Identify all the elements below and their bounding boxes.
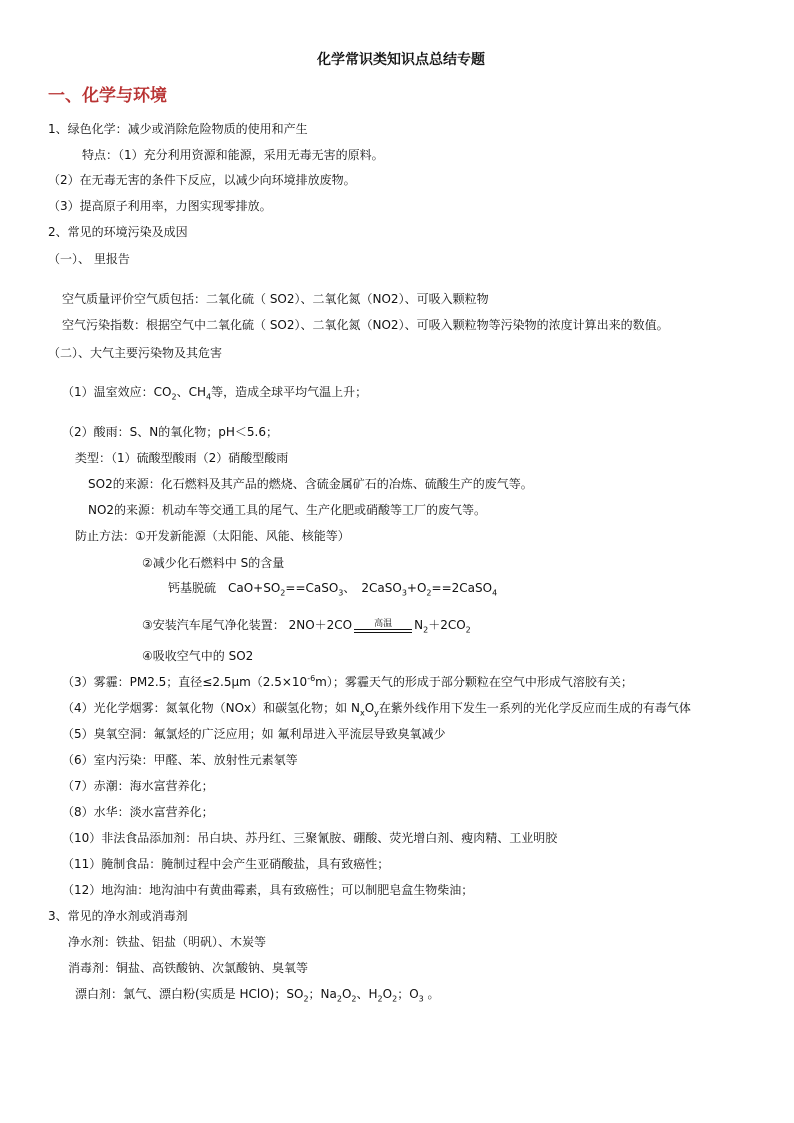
text-line: NO2的来源：机动车等交通工具的尾气、生产化肥或硝酸等工厂的废气等。 (88, 503, 487, 517)
text-line: ②减少化石燃料中 S的含量 (142, 556, 285, 570)
text-line: （5）臭氧空洞：氟氯烃的广泛应用；如 氟利昂进入平流层导致臭氧减少 (62, 727, 446, 741)
text-line: 空气污染指数：根据空气中二氧化硫（ SO2）、二氧化氮（NO2）、可吸入颗粒物等污染物的浓度计算出来的数值。 (62, 318, 669, 332)
section-heading: 一、化学与环境 (48, 86, 167, 106)
equation-line: 钙基脱硫 $CaO+SO_2==CaSO_3$、 $2CaSO_3+O_2==2CaSO_4$ (168, 581, 498, 598)
subheading: （一）、 里报告 (48, 252, 130, 266)
text-line: 特点：（1）充分利用资源和能源，采用无毒无害的原料。 (82, 148, 384, 162)
text-line: （2）在无毒无害的条件下反应，以减少向环境排放废物。 (48, 173, 356, 187)
text-line: 净水剂：铁盐、铝盐（明矾）、木炭等 (68, 935, 267, 949)
text-line: 类型：（1）硫酸型酸雨（2）硝酸型酸雨 (75, 451, 289, 465)
text-line: （2）酸雨：S、N的氧化物；pH＜5.6； (62, 425, 278, 439)
text-line: （7）赤潮：海水富营养化； (62, 779, 214, 793)
text-line: 1、绿色化学：减少或消除危险物质的使用和产生 (48, 122, 308, 136)
text-line: 2、常见的环境污染及成因 (48, 225, 188, 239)
text-line: 消毒剂：铜盐、高铁酸钠、次氯酸钠、臭氧等 (68, 961, 309, 975)
text-line: 3、常见的净水剂或消毒剂 (48, 909, 188, 923)
text-line: （3）提高原子利用率，力图实现零排放。 (48, 199, 272, 213)
subheading: （二）、大气主要污染物及其危害 (48, 346, 223, 360)
text-line: （4）光化学烟雾：氮氧化物（NOx）和碳氢化物；如 $N_xO_y$在紫外线作用下发生一系列的光化学反应而生成的有毒气体 (62, 701, 691, 718)
text-line: （8）水华：淡水富营养化； (62, 805, 214, 819)
text-line: 漂白剂：氯气、漂白粉(实质是 HClO)；$SO_2$；$Na_2O_2$、$H_2O_2$；$O_3$ 。 (75, 987, 440, 1004)
text-line: （11）腌制食品：腌制过程中会产生亚硝酸盐，具有致癌性； (62, 857, 390, 871)
text-line: 防止方法：①开发新能源（太阳能、风能、核能等） (75, 529, 350, 543)
text-line: （6）室内污染：甲醛、苯、放射性元素氡等 (62, 753, 298, 767)
page-title: 化学常识类知识点总结专题 (317, 52, 485, 68)
text-line: ④吸收空气中的 SO2 (142, 649, 254, 663)
text-line: （10）非法食品添加剂：吊白块、苏丹红、三聚氰胺、硼酸、荧光增白剂、瘦肉精、工业明胶 (62, 831, 558, 845)
equation-line: ③安装汽车尾气净化装置： 2NO＋2CO 高温 $N_2+2CO_2$ (142, 618, 471, 635)
text-line: （12）地沟油：地沟油中有黄曲霉素，具有致癌性；可以制肥皂盒生物柴油； (62, 883, 474, 897)
text-line: 空气质量评价空气质包括：二氧化硫（ SO2）、二氧化氮（NO2）、可吸入颗粒物 (62, 292, 489, 306)
text-line: （3）雾霾：PM2.5；直径$\le 2.5\mu m(2.5\times 10^{-6}m)$；雾霾天气的形成于部分颗粒在空气中形成气溶胶有关； (62, 674, 633, 689)
text-line: （1）温室效应：$CO_2$、$CH_4$等，造成全球平均气温上升； (62, 385, 368, 402)
reaction-arrow: 高温 (354, 619, 412, 633)
text-line: SO2的来源：化石燃料及其产品的燃烧、含硫金属矿石的冶炼、硫酸生产的废气等。 (88, 477, 533, 491)
